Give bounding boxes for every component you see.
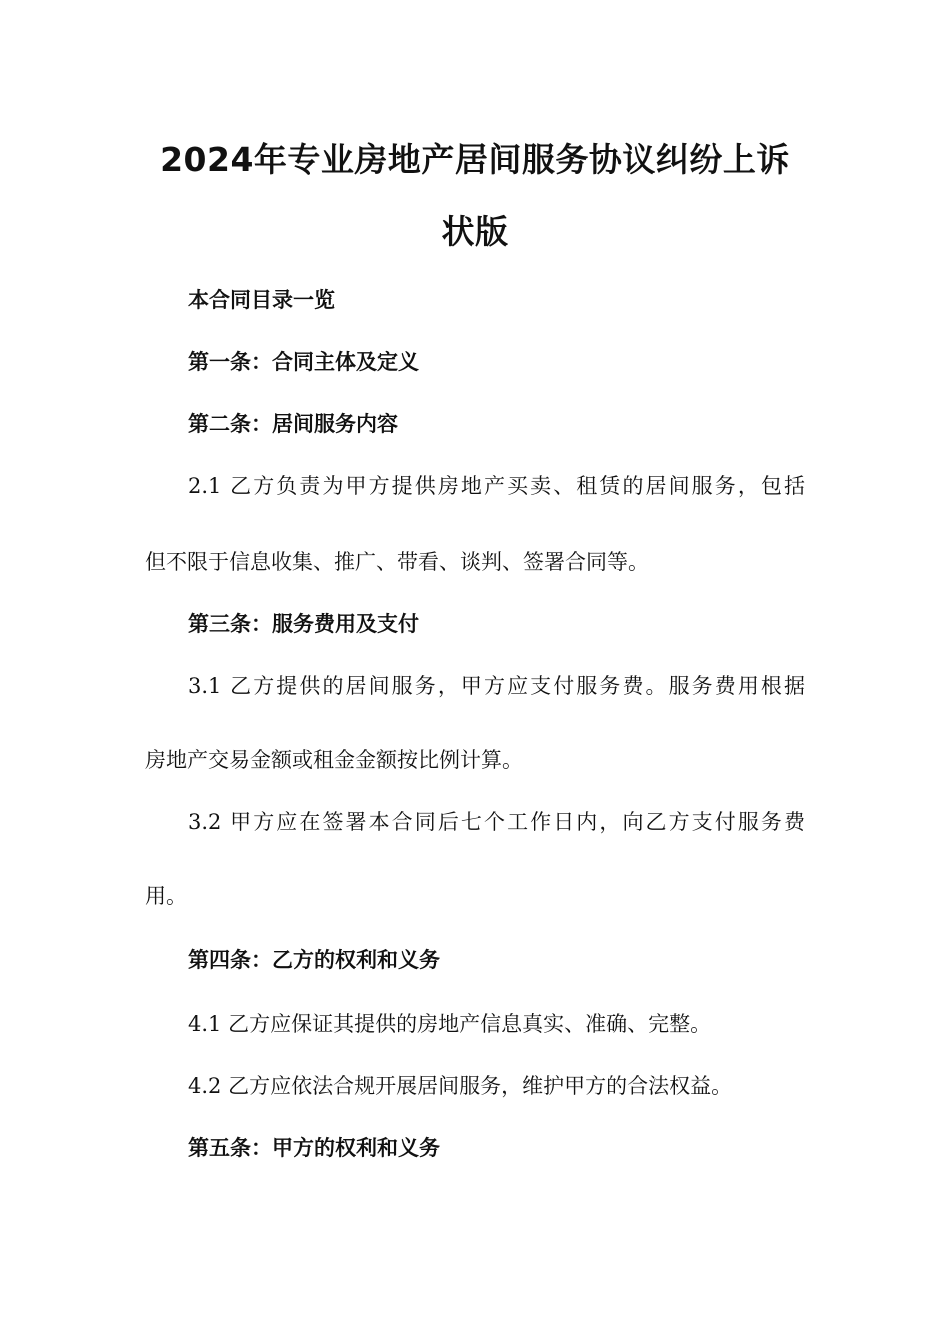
clause-2-1-line-2: 但不限于信息收集、推广、带看、谈判、签署合同等。 [145, 550, 649, 574]
clause-3-1-line-2: 房地产交易金额或租金金额按比例计算。 [145, 748, 523, 772]
document-title-line-1: 2024年专业房地产居间服务协议纠纷上诉 [160, 140, 790, 179]
clause-4-2: 4.2 乙方应依法合规开展居间服务，维护甲方的合法权益。 [188, 1074, 733, 1098]
article-4-heading: 第四条：乙方的权利和义务 [188, 948, 440, 972]
toc-heading: 本合同目录一览 [188, 288, 335, 312]
clause-2-1-line-1: 2.1 乙方负责为甲方提供房地产买卖、租赁的居间服务，包括 [188, 474, 805, 498]
document-title-line-2: 状版 [441, 212, 509, 251]
article-2-heading: 第二条：居间服务内容 [188, 412, 398, 436]
clause-3-2-line-1: 3.2 甲方应在签署本合同后七个工作日内，向乙方支付服务费 [188, 810, 805, 834]
clause-3-2-line-2: 用。 [145, 884, 187, 908]
article-5-heading: 第五条：甲方的权利和义务 [188, 1136, 440, 1160]
article-1-heading: 第一条：合同主体及定义 [188, 350, 419, 374]
clause-3-1-line-1: 3.1 乙方提供的居间服务，甲方应支付服务费。服务费用根据 [188, 674, 805, 698]
article-3-heading: 第三条：服务费用及支付 [188, 612, 419, 636]
clause-4-1: 4.1 乙方应保证其提供的房地产信息真实、准确、完整。 [188, 1012, 712, 1036]
